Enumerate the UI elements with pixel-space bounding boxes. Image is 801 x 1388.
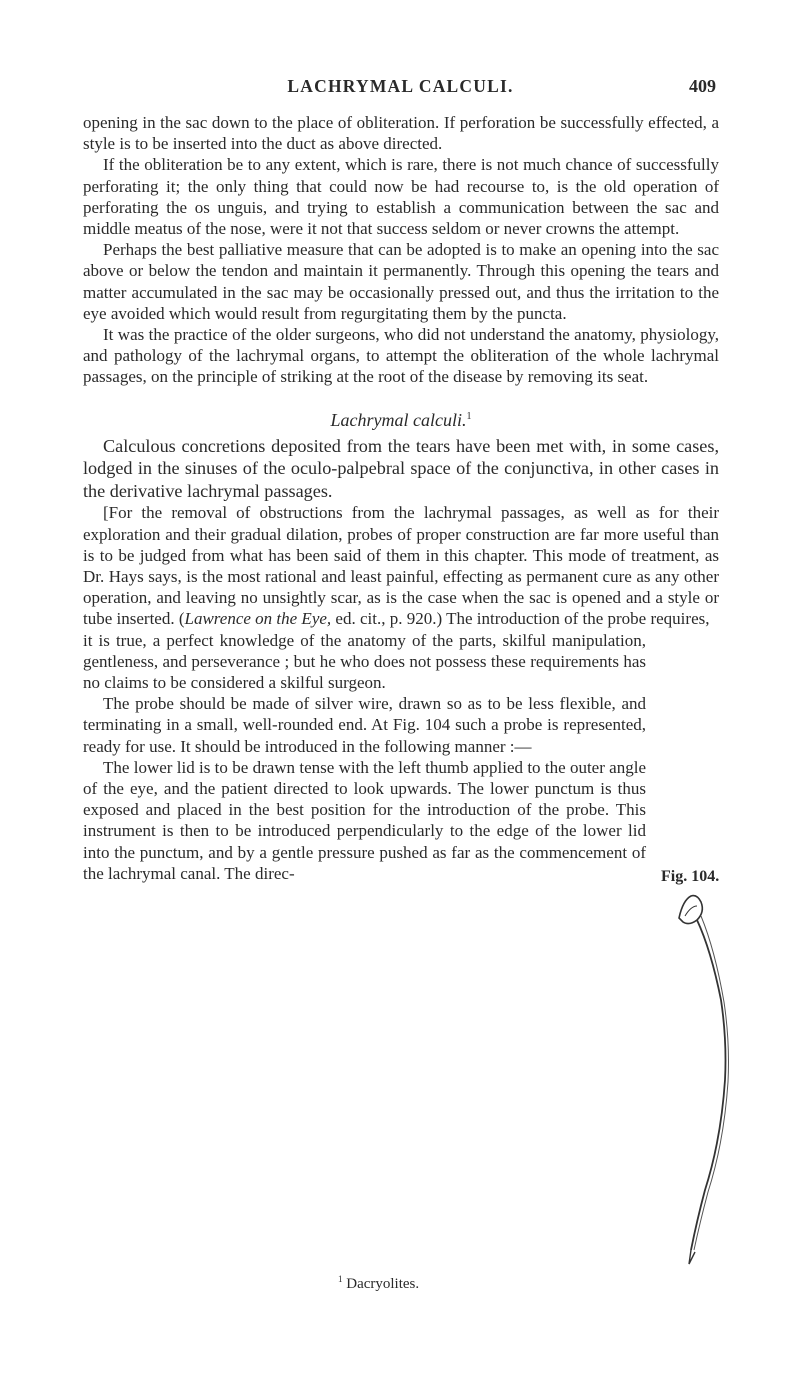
citation: Lawrence on the Eye, xyxy=(184,609,332,629)
footnote-text: Dacryolites. xyxy=(346,1276,420,1292)
paragraph-3: Perhaps the best palliative measure that can be adopted is to make an opening into the sac above or below the tendon and maintain it permanently. Through this opening the tears and matter accumulated in the sac may be occasionally pressed out, and thus the irritation to the eye avoided which would result from regurgitating them by the puncta. xyxy=(83,240,719,323)
paragraph-4: It was the practice of the older surgeons, who did not understand the anatomy, physiology, and pathology of the lachrymal organs, to attempt the obliteration of the whole lachrymal passages, on the principle of striking at the root of the disease by removing its seat. xyxy=(83,325,719,387)
section-title: Lachrymal calculi. xyxy=(330,409,467,430)
running-title: LACHRYMAL CALCULI. xyxy=(287,76,514,96)
footnote xyxy=(338,1274,419,1293)
running-header xyxy=(0,76,801,102)
paragraph-6-part-b: ed. cit., p. 920.) The introduction of the probe requires, xyxy=(331,609,710,629)
figure-104 xyxy=(661,868,741,1388)
body-text xyxy=(83,112,719,884)
paragraph-5: Calculous concretions deposited from the tears have been met with, in some cases, lodged in the sinuses of the oculo-palpebral space of the conjunctiva, in other cases in the derivative lachrymal passages. xyxy=(83,435,719,501)
text-beside-figure xyxy=(83,630,646,884)
paragraph-6-part-a: [For the removal of obstructions from the lachrymal passages, as well as for their exploration and their gradual dilation, probes of proper construction are far more useful than is to be judged from what has been said of them in this chapter. This mode of treatment, as Dr. Hays says, is the most rational and least painful, effecting as permanent cure as any other operation, and leaving no unsightly scar, as is the case when the sac is opened and a style or tube inserted. ( xyxy=(83,503,719,629)
paragraph-1: opening in the sac down to the place of obliteration. If perforation be successfully effected, a style is to be inserted into the duct as above directed. xyxy=(83,113,719,154)
section-heading xyxy=(83,406,719,431)
figure-caption: Fig. 104. xyxy=(661,868,720,885)
paragraph-6-continued: it is true, a perfect knowledge of the anatomy of the parts, skilful manipulation, gentleness, and perseverance ; but he who does not possess these requirements has no claims to be considered a skilful surgeon. xyxy=(83,630,646,692)
paragraph-7: The probe should be made of silver wire, drawn so as to be less flexible, and terminating in a small, well-rounded end. At Fig. 104 such a probe is represented, ready for use. It should be introduced in the following manner :— xyxy=(83,694,646,756)
footnote-mark: 1 xyxy=(338,1274,343,1284)
page-number: 409 xyxy=(689,76,716,96)
paragraph-2: If the obliteration be to any extent, which is rare, there is not much chance of successfully perforating it; the only thing that could now be had recourse to, is the old operation of perforating the os unguis, and trying to establish a communication between the sac and middle meatus of the nose, were it not that success seldom or never crowns the attempt. xyxy=(83,155,719,239)
probe-illustration xyxy=(661,890,741,1270)
paragraph-8: The lower lid is to be drawn tense with the left thumb applied to the outer angle of the eye, and the patient directed to look upwards. The lower punctum is thus exposed and placed in the best position for the introduction of the probe. This instrument is then to be introduced perpendicularly to the edge of the lower lid into the punctum, and by a gentle pressure pushed as far as the commencement of the lachrymal canal. The direc- xyxy=(83,757,646,883)
section-footnote-mark: 1 xyxy=(466,410,472,422)
paragraph-6 xyxy=(83,502,719,629)
